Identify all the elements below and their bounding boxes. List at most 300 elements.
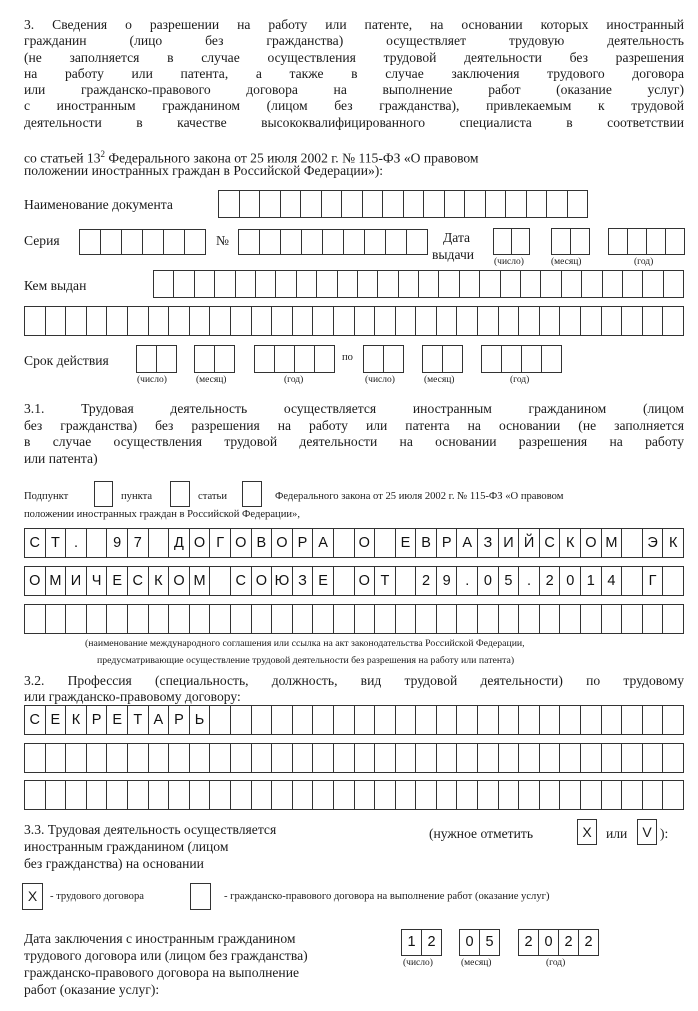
input-cell[interactable] bbox=[292, 705, 314, 735]
input-cell[interactable] bbox=[251, 705, 273, 735]
input-cell[interactable] bbox=[395, 705, 417, 735]
input-cell[interactable] bbox=[444, 190, 466, 218]
basis-line-cells[interactable] bbox=[24, 604, 684, 634]
input-cell[interactable]: С bbox=[24, 528, 46, 558]
input-cell[interactable]: Р bbox=[436, 528, 458, 558]
input-cell[interactable] bbox=[601, 743, 623, 773]
input-cell[interactable] bbox=[251, 306, 273, 336]
input-cell[interactable] bbox=[292, 604, 314, 634]
input-cell[interactable] bbox=[602, 270, 623, 298]
input-cell[interactable] bbox=[415, 743, 437, 773]
input-cell[interactable] bbox=[663, 270, 684, 298]
input-cell[interactable] bbox=[322, 229, 344, 255]
input-cell[interactable]: А bbox=[148, 705, 170, 735]
input-cell[interactable] bbox=[374, 528, 396, 558]
input-cell[interactable] bbox=[385, 229, 407, 255]
input-cell[interactable] bbox=[121, 229, 143, 255]
input-cell[interactable] bbox=[148, 743, 170, 773]
input-cell[interactable] bbox=[477, 705, 499, 735]
issued-by-cells[interactable] bbox=[24, 306, 684, 336]
input-cell[interactable] bbox=[363, 345, 384, 373]
input-cell[interactable] bbox=[341, 190, 363, 218]
input-cell[interactable] bbox=[333, 705, 355, 735]
input-cell[interactable]: М bbox=[601, 528, 623, 558]
input-cell[interactable] bbox=[505, 190, 527, 218]
input-cell[interactable] bbox=[271, 743, 293, 773]
input-cell[interactable] bbox=[627, 228, 647, 255]
input-cell[interactable] bbox=[333, 743, 355, 773]
input-cell[interactable] bbox=[214, 345, 235, 373]
input-cell[interactable] bbox=[189, 306, 211, 336]
input-cell[interactable] bbox=[541, 345, 562, 373]
input-cell[interactable] bbox=[136, 345, 157, 373]
input-cell[interactable] bbox=[148, 306, 170, 336]
input-cell[interactable] bbox=[518, 705, 540, 735]
input-cell[interactable] bbox=[374, 604, 396, 634]
input-cell[interactable] bbox=[398, 270, 419, 298]
input-cell[interactable]: 2 bbox=[518, 929, 539, 956]
input-cell[interactable] bbox=[456, 743, 478, 773]
input-cell[interactable] bbox=[189, 604, 211, 634]
input-cell[interactable] bbox=[642, 306, 664, 336]
input-cell[interactable] bbox=[106, 743, 128, 773]
input-cell[interactable] bbox=[337, 270, 358, 298]
input-cell[interactable] bbox=[662, 705, 684, 735]
input-cell[interactable]: 2 bbox=[558, 929, 579, 956]
input-cell[interactable]: Е bbox=[106, 566, 128, 596]
input-cell[interactable]: Э bbox=[642, 528, 664, 558]
input-cell[interactable] bbox=[333, 604, 355, 634]
input-cell[interactable] bbox=[479, 270, 500, 298]
input-cell[interactable] bbox=[581, 270, 602, 298]
input-cell[interactable]: И bbox=[65, 566, 87, 596]
input-cell[interactable] bbox=[559, 306, 581, 336]
input-cell[interactable]: К bbox=[559, 528, 581, 558]
input-cell[interactable] bbox=[561, 270, 582, 298]
input-cell[interactable] bbox=[280, 190, 302, 218]
input-cell[interactable]: С bbox=[127, 566, 149, 596]
input-cell[interactable] bbox=[395, 604, 417, 634]
input-cell[interactable]: О bbox=[251, 566, 273, 596]
input-cell[interactable] bbox=[239, 190, 261, 218]
subpoint-cell[interactable] bbox=[94, 481, 113, 507]
doc-name-cells[interactable] bbox=[218, 190, 588, 218]
input-cell[interactable] bbox=[259, 190, 281, 218]
input-cell[interactable] bbox=[423, 190, 445, 218]
input-cell[interactable] bbox=[24, 743, 46, 773]
input-cell[interactable] bbox=[209, 780, 231, 810]
input-cell[interactable]: 9 bbox=[106, 528, 128, 558]
input-cell[interactable] bbox=[459, 270, 480, 298]
input-cell[interactable]: А bbox=[312, 528, 334, 558]
input-cell[interactable]: . bbox=[65, 528, 87, 558]
input-cell[interactable] bbox=[301, 229, 323, 255]
number-cells[interactable] bbox=[238, 229, 428, 255]
input-cell[interactable] bbox=[456, 780, 478, 810]
input-cell[interactable] bbox=[312, 604, 334, 634]
input-cell[interactable] bbox=[580, 604, 602, 634]
input-cell[interactable] bbox=[86, 743, 108, 773]
input-cell[interactable] bbox=[106, 604, 128, 634]
input-cell[interactable] bbox=[312, 705, 334, 735]
input-cell[interactable] bbox=[168, 780, 190, 810]
input-cell[interactable] bbox=[662, 566, 684, 596]
input-cell[interactable] bbox=[377, 270, 398, 298]
input-cell[interactable] bbox=[518, 780, 540, 810]
input-cell[interactable]: С bbox=[539, 528, 561, 558]
issue-year-cells[interactable] bbox=[608, 228, 685, 255]
input-cell[interactable] bbox=[580, 780, 602, 810]
profession-cells[interactable] bbox=[24, 743, 684, 773]
input-cell[interactable] bbox=[45, 743, 67, 773]
input-cell[interactable] bbox=[354, 705, 376, 735]
input-cell[interactable]: О bbox=[168, 566, 190, 596]
input-cell[interactable] bbox=[333, 306, 355, 336]
input-cell[interactable] bbox=[601, 705, 623, 735]
input-cell[interactable] bbox=[601, 306, 623, 336]
input-cell[interactable] bbox=[662, 780, 684, 810]
input-cell[interactable]: 0 bbox=[459, 929, 480, 956]
contract-month-cells[interactable] bbox=[459, 929, 500, 956]
input-cell[interactable]: Р bbox=[292, 528, 314, 558]
input-cell[interactable] bbox=[127, 604, 149, 634]
input-cell[interactable]: 2 bbox=[421, 929, 442, 956]
input-cell[interactable]: Е bbox=[106, 705, 128, 735]
input-cell[interactable] bbox=[477, 780, 499, 810]
input-cell[interactable]: З bbox=[292, 566, 314, 596]
input-cell[interactable] bbox=[436, 743, 458, 773]
input-cell[interactable] bbox=[274, 345, 295, 373]
input-cell[interactable] bbox=[415, 705, 437, 735]
input-cell[interactable] bbox=[395, 306, 417, 336]
profession-cells[interactable] bbox=[24, 780, 684, 810]
input-cell[interactable] bbox=[312, 743, 334, 773]
input-cell[interactable]: 7 bbox=[127, 528, 149, 558]
input-cell[interactable]: Д bbox=[168, 528, 190, 558]
input-cell[interactable] bbox=[209, 743, 231, 773]
input-cell[interactable]: Т bbox=[45, 528, 67, 558]
input-cell[interactable]: О bbox=[271, 528, 293, 558]
input-cell[interactable] bbox=[86, 528, 108, 558]
input-cell[interactable] bbox=[477, 743, 499, 773]
input-cell[interactable]: К bbox=[65, 705, 87, 735]
input-cell[interactable]: 4 bbox=[601, 566, 623, 596]
input-cell[interactable]: О bbox=[230, 528, 252, 558]
input-cell[interactable] bbox=[580, 743, 602, 773]
input-cell[interactable] bbox=[477, 306, 499, 336]
input-cell[interactable] bbox=[333, 528, 355, 558]
input-cell[interactable] bbox=[539, 780, 561, 810]
input-cell[interactable]: Ч bbox=[86, 566, 108, 596]
input-cell[interactable] bbox=[163, 229, 185, 255]
input-cell[interactable] bbox=[456, 604, 478, 634]
input-cell[interactable]: Р bbox=[86, 705, 108, 735]
input-cell[interactable] bbox=[106, 780, 128, 810]
validity-to-month[interactable] bbox=[422, 345, 463, 373]
input-cell[interactable] bbox=[642, 604, 664, 634]
input-cell[interactable] bbox=[230, 306, 252, 336]
input-cell[interactable] bbox=[148, 604, 170, 634]
input-cell[interactable] bbox=[456, 306, 478, 336]
input-cell[interactable] bbox=[148, 528, 170, 558]
input-cell[interactable] bbox=[498, 705, 520, 735]
input-cell[interactable] bbox=[464, 190, 486, 218]
input-cell[interactable] bbox=[422, 345, 443, 373]
input-cell[interactable] bbox=[477, 604, 499, 634]
input-cell[interactable] bbox=[415, 780, 437, 810]
input-cell[interactable] bbox=[312, 306, 334, 336]
input-cell[interactable] bbox=[153, 270, 174, 298]
input-cell[interactable] bbox=[255, 270, 276, 298]
input-cell[interactable] bbox=[354, 604, 376, 634]
input-cell[interactable] bbox=[559, 705, 581, 735]
input-cell[interactable] bbox=[168, 743, 190, 773]
input-cell[interactable] bbox=[498, 743, 520, 773]
input-cell[interactable]: Й bbox=[518, 528, 540, 558]
input-cell[interactable]: Р bbox=[168, 705, 190, 735]
input-cell[interactable] bbox=[364, 229, 386, 255]
contract-year-cells[interactable] bbox=[518, 929, 599, 956]
point-cell[interactable] bbox=[170, 481, 190, 507]
input-cell[interactable] bbox=[374, 705, 396, 735]
input-cell[interactable] bbox=[374, 780, 396, 810]
input-cell[interactable]: В bbox=[415, 528, 437, 558]
basis-line-cells[interactable] bbox=[24, 566, 684, 596]
input-cell[interactable] bbox=[209, 705, 231, 735]
input-cell[interactable] bbox=[292, 780, 314, 810]
input-cell[interactable] bbox=[526, 190, 548, 218]
basis-line-cells[interactable] bbox=[24, 528, 684, 558]
input-cell[interactable] bbox=[209, 306, 231, 336]
input-cell[interactable] bbox=[148, 780, 170, 810]
input-cell[interactable] bbox=[314, 345, 335, 373]
input-cell[interactable] bbox=[403, 190, 425, 218]
input-cell[interactable]: О bbox=[354, 566, 376, 596]
input-cell[interactable] bbox=[142, 229, 164, 255]
input-cell[interactable] bbox=[251, 743, 273, 773]
input-cell[interactable] bbox=[395, 566, 417, 596]
input-cell[interactable]: М bbox=[45, 566, 67, 596]
input-cell[interactable] bbox=[642, 743, 664, 773]
input-cell[interactable] bbox=[601, 604, 623, 634]
input-cell[interactable]: 2 bbox=[415, 566, 437, 596]
input-cell[interactable] bbox=[271, 705, 293, 735]
input-cell[interactable] bbox=[546, 190, 568, 218]
input-cell[interactable] bbox=[354, 306, 376, 336]
input-cell[interactable] bbox=[518, 604, 540, 634]
input-cell[interactable] bbox=[621, 566, 643, 596]
input-cell[interactable]: О bbox=[24, 566, 46, 596]
input-cell[interactable] bbox=[86, 780, 108, 810]
input-cell[interactable] bbox=[168, 604, 190, 634]
input-cell[interactable] bbox=[259, 229, 281, 255]
input-cell[interactable] bbox=[518, 743, 540, 773]
input-cell[interactable]: 0 bbox=[477, 566, 499, 596]
input-cell[interactable]: С bbox=[24, 705, 46, 735]
input-cell[interactable] bbox=[539, 604, 561, 634]
input-cell[interactable] bbox=[275, 270, 296, 298]
input-cell[interactable] bbox=[621, 528, 643, 558]
issue-day-cells[interactable] bbox=[493, 228, 530, 255]
input-cell[interactable] bbox=[374, 306, 396, 336]
input-cell[interactable]: Е bbox=[45, 705, 67, 735]
input-cell[interactable] bbox=[551, 228, 571, 255]
input-cell[interactable] bbox=[621, 705, 643, 735]
input-cell[interactable] bbox=[493, 228, 512, 255]
input-cell[interactable] bbox=[442, 345, 463, 373]
input-cell[interactable] bbox=[354, 743, 376, 773]
input-cell[interactable] bbox=[539, 705, 561, 735]
input-cell[interactable]: С bbox=[230, 566, 252, 596]
input-cell[interactable]: Ь bbox=[189, 705, 211, 735]
input-cell[interactable] bbox=[498, 604, 520, 634]
input-cell[interactable] bbox=[521, 345, 542, 373]
input-cell[interactable]: Г bbox=[209, 528, 231, 558]
input-cell[interactable] bbox=[86, 306, 108, 336]
input-cell[interactable] bbox=[539, 743, 561, 773]
input-cell[interactable] bbox=[321, 190, 343, 218]
input-cell[interactable] bbox=[559, 604, 581, 634]
input-cell[interactable]: Е bbox=[312, 566, 334, 596]
input-cell[interactable] bbox=[24, 604, 46, 634]
input-cell[interactable] bbox=[406, 229, 428, 255]
input-cell[interactable] bbox=[540, 270, 561, 298]
input-cell[interactable] bbox=[608, 228, 628, 255]
input-cell[interactable] bbox=[333, 566, 355, 596]
input-cell[interactable]: М bbox=[189, 566, 211, 596]
input-cell[interactable] bbox=[184, 229, 206, 255]
input-cell[interactable] bbox=[230, 743, 252, 773]
input-cell[interactable] bbox=[601, 780, 623, 810]
input-cell[interactable] bbox=[45, 306, 67, 336]
input-cell[interactable] bbox=[312, 780, 334, 810]
input-cell[interactable] bbox=[343, 229, 365, 255]
input-cell[interactable] bbox=[374, 743, 396, 773]
input-cell[interactable] bbox=[621, 743, 643, 773]
article-cell[interactable] bbox=[242, 481, 262, 507]
input-cell[interactable] bbox=[189, 743, 211, 773]
input-cell[interactable] bbox=[418, 270, 439, 298]
input-cell[interactable] bbox=[230, 705, 252, 735]
input-cell[interactable] bbox=[481, 345, 502, 373]
input-cell[interactable] bbox=[292, 306, 314, 336]
input-cell[interactable] bbox=[570, 228, 590, 255]
input-cell[interactable] bbox=[354, 780, 376, 810]
input-cell[interactable] bbox=[194, 345, 215, 373]
input-cell[interactable] bbox=[438, 270, 459, 298]
input-cell[interactable]: К bbox=[148, 566, 170, 596]
input-cell[interactable] bbox=[271, 780, 293, 810]
input-cell[interactable]: О bbox=[189, 528, 211, 558]
input-cell[interactable] bbox=[436, 604, 458, 634]
input-cell[interactable] bbox=[642, 705, 664, 735]
input-cell[interactable] bbox=[235, 270, 256, 298]
input-cell[interactable] bbox=[642, 270, 663, 298]
contract-day-cells[interactable] bbox=[401, 929, 442, 956]
input-cell[interactable] bbox=[65, 780, 87, 810]
input-cell[interactable] bbox=[580, 306, 602, 336]
input-cell[interactable] bbox=[567, 190, 589, 218]
input-cell[interactable] bbox=[646, 228, 666, 255]
input-cell[interactable] bbox=[662, 306, 684, 336]
input-cell[interactable]: 5 bbox=[498, 566, 520, 596]
input-cell[interactable] bbox=[539, 306, 561, 336]
series-cells[interactable] bbox=[79, 229, 206, 255]
input-cell[interactable] bbox=[511, 228, 530, 255]
input-cell[interactable] bbox=[106, 306, 128, 336]
input-cell[interactable] bbox=[45, 780, 67, 810]
input-cell[interactable]: Т bbox=[127, 705, 149, 735]
input-cell[interactable] bbox=[665, 228, 685, 255]
input-cell[interactable] bbox=[254, 345, 275, 373]
input-cell[interactable] bbox=[296, 270, 317, 298]
input-cell[interactable]: И bbox=[498, 528, 520, 558]
input-cell[interactable] bbox=[127, 306, 149, 336]
input-cell[interactable] bbox=[395, 743, 417, 773]
input-cell[interactable]: 0 bbox=[538, 929, 559, 956]
input-cell[interactable] bbox=[79, 229, 101, 255]
input-cell[interactable] bbox=[251, 604, 273, 634]
input-cell[interactable] bbox=[415, 306, 437, 336]
civil-contract-checkbox[interactable] bbox=[190, 883, 211, 910]
input-cell[interactable] bbox=[559, 780, 581, 810]
input-cell[interactable]: 9 bbox=[436, 566, 458, 596]
input-cell[interactable] bbox=[65, 743, 87, 773]
input-cell[interactable] bbox=[251, 780, 273, 810]
input-cell[interactable] bbox=[621, 306, 643, 336]
input-cell[interactable]: Г bbox=[642, 566, 664, 596]
input-cell[interactable] bbox=[395, 780, 417, 810]
input-cell[interactable] bbox=[316, 270, 337, 298]
input-cell[interactable] bbox=[498, 780, 520, 810]
input-cell[interactable] bbox=[271, 604, 293, 634]
input-cell[interactable] bbox=[24, 306, 46, 336]
input-cell[interactable] bbox=[127, 743, 149, 773]
input-cell[interactable] bbox=[238, 229, 260, 255]
input-cell[interactable]: 0 bbox=[559, 566, 581, 596]
input-cell[interactable] bbox=[662, 743, 684, 773]
input-cell[interactable]: 5 bbox=[479, 929, 500, 956]
labor-contract-checkbox[interactable]: X bbox=[22, 883, 43, 910]
input-cell[interactable] bbox=[501, 345, 522, 373]
input-cell[interactable] bbox=[383, 345, 404, 373]
input-cell[interactable] bbox=[127, 780, 149, 810]
input-cell[interactable]: Е bbox=[395, 528, 417, 558]
input-cell[interactable] bbox=[382, 190, 404, 218]
input-cell[interactable]: А bbox=[456, 528, 478, 558]
input-cell[interactable] bbox=[86, 604, 108, 634]
input-cell[interactable] bbox=[520, 270, 541, 298]
input-cell[interactable] bbox=[357, 270, 378, 298]
input-cell[interactable] bbox=[194, 270, 215, 298]
input-cell[interactable]: Т bbox=[374, 566, 396, 596]
profession-cells[interactable] bbox=[24, 705, 684, 735]
validity-from-month[interactable] bbox=[194, 345, 235, 373]
input-cell[interactable]: . bbox=[518, 566, 540, 596]
input-cell[interactable] bbox=[230, 780, 252, 810]
input-cell[interactable] bbox=[100, 229, 122, 255]
input-cell[interactable]: 2 bbox=[578, 929, 599, 956]
input-cell[interactable] bbox=[65, 604, 87, 634]
validity-to-year[interactable] bbox=[481, 345, 562, 373]
input-cell[interactable] bbox=[456, 705, 478, 735]
input-cell[interactable] bbox=[300, 190, 322, 218]
input-cell[interactable] bbox=[485, 190, 507, 218]
input-cell[interactable] bbox=[230, 604, 252, 634]
input-cell[interactable]: . bbox=[456, 566, 478, 596]
validity-from-day[interactable] bbox=[136, 345, 177, 373]
input-cell[interactable] bbox=[662, 604, 684, 634]
